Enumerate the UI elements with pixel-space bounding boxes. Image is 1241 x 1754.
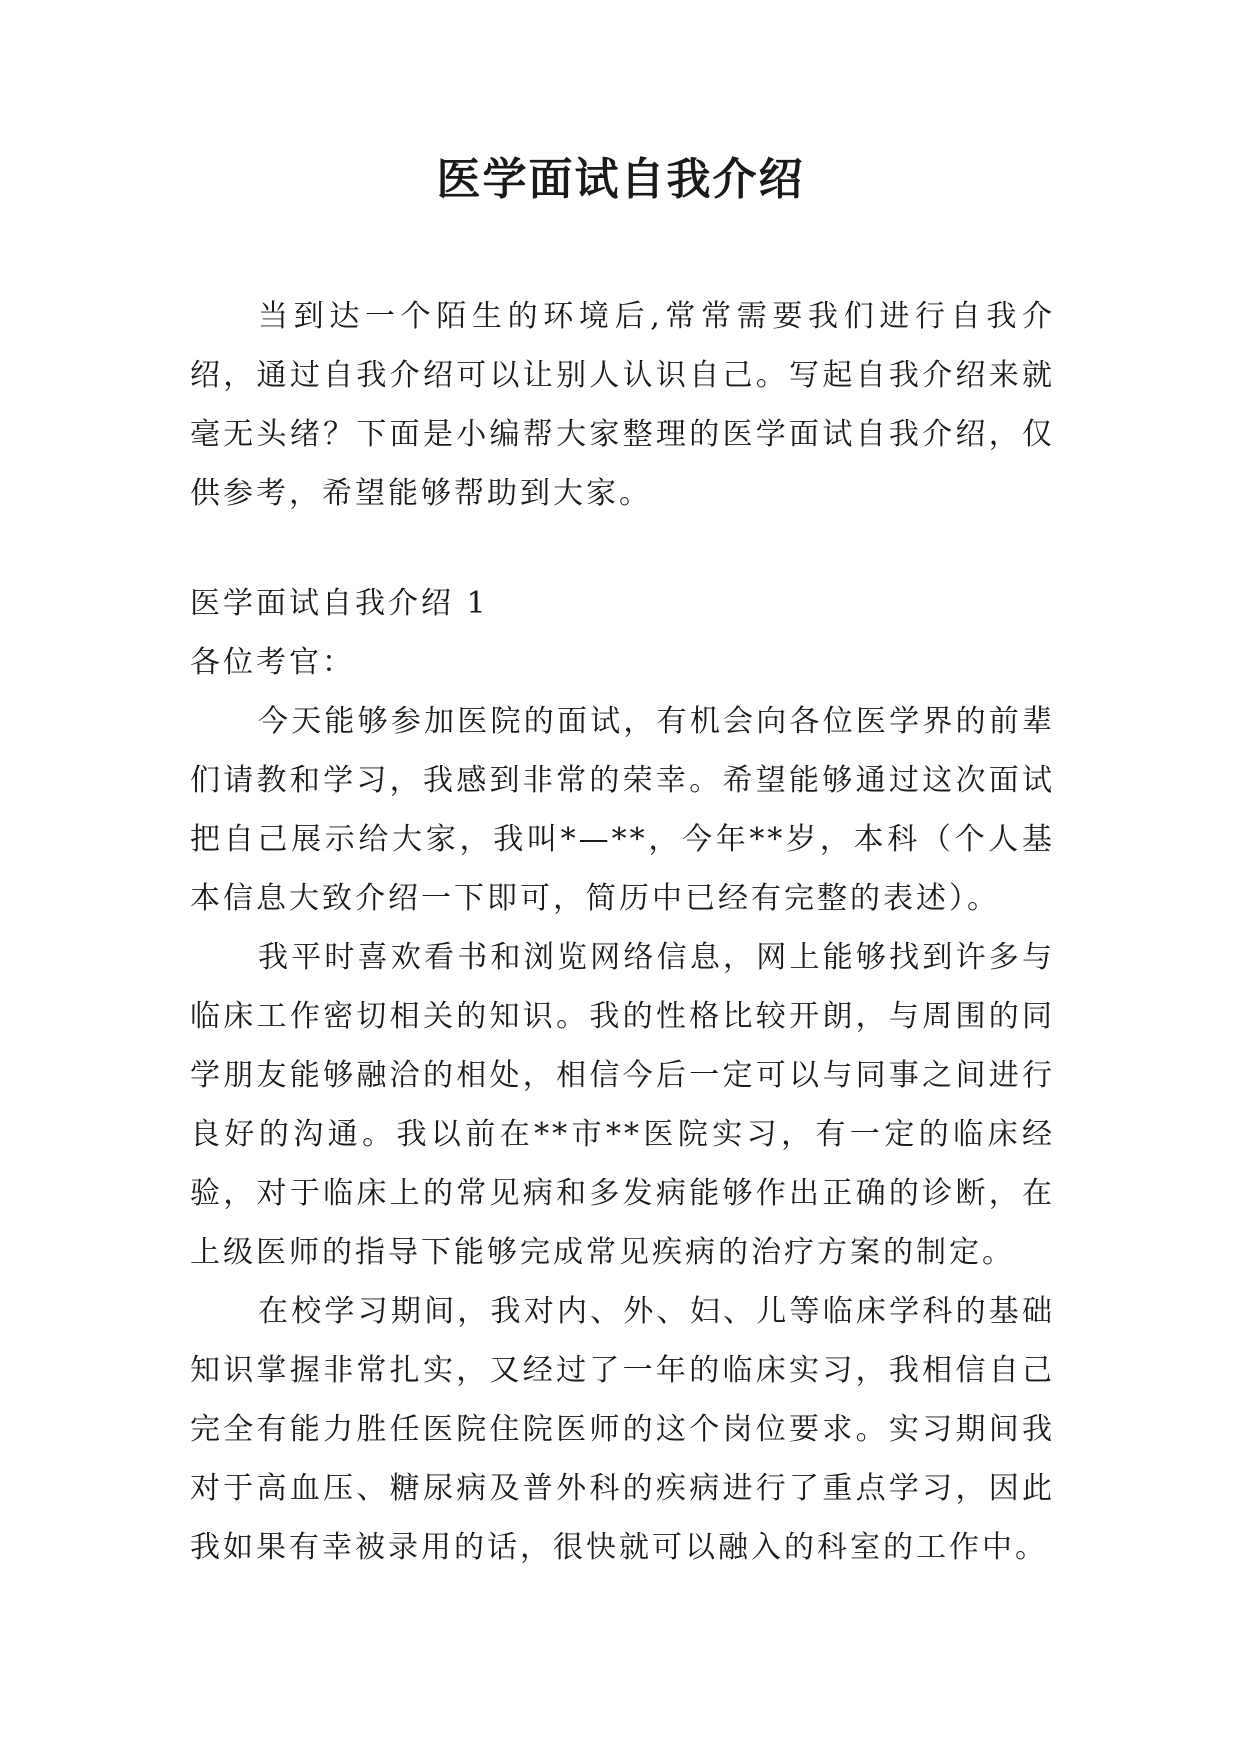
section-heading: 医学面试自我介绍 1 xyxy=(190,586,489,621)
intro-paragraph: 当到达一个陌生的环境后,常常需要我们进行自我介绍，通过自我介绍可以让别人认识自己。写起自我介绍来就毫无头绪？下面是小编帮大家整理的医学面试自我介绍，仅供参考，希望能够帮助到大家。 xyxy=(190,299,1055,511)
body-paragraph-3: 在校学习期间，我对内、外、妇、儿等临床学科的基础知识掌握非常扎实，又经过了一年的临床实习，我相信自己完全有能力胜任医院住院医师的这个岗位要求。实习期间我对于高血压、糖尿病及普外科的疾病进行了重点学习，因此我如果有幸被录用的话，很快就可以融入的科室的工作中。 xyxy=(190,1294,1055,1565)
salutation: 各位考官： xyxy=(190,645,355,680)
section-1 xyxy=(190,574,1055,1577)
body-paragraph-1: 今天能够参加医院的面试，有机会向各位医学界的前辈们请教和学习，我感到非常的荣幸。希望能够通过这次面试把自己展示给大家，我叫*—**，今年**岁，本科（个人基本信息大致介绍一下即可，简历中已经有完整的表述）。 xyxy=(190,704,1055,916)
document-title: 医学面试自我介绍 xyxy=(436,154,805,205)
body-paragraph-2: 我平时喜欢看书和浏览网络信息，网上能够找到许多与临床工作密切相关的知识。我的性格比较开朗，与周围的同学朋友能够融洽的相处，相信今后一定可以与同事之间进行良好的沟通。我以前在**市**医院实习，有一定的临床经验，对于临床上的常见病和多发病能够作出正确的诊断，在上级医师的指导下能够完成常见疾病的治疗方案的制定。 xyxy=(190,940,1055,1270)
